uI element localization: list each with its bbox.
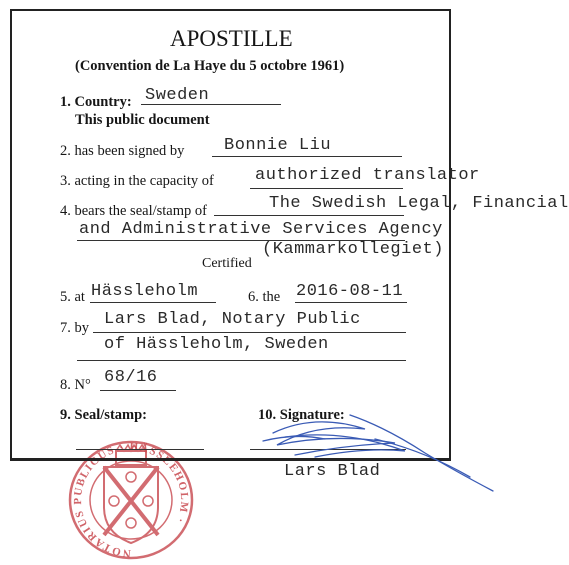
seal-value-line3: (Kammarkollegiet)	[262, 240, 444, 259]
date-label: 6. the	[248, 289, 281, 305]
signed-value: Bonnie Liu	[224, 136, 332, 155]
seal-label: 4. bears the seal/stamp of	[60, 203, 207, 219]
capacity-value: authorized translator	[255, 166, 480, 185]
date-value: 2016-08-11	[296, 282, 404, 301]
certificate-title: APOSTILLE	[170, 26, 293, 51]
at-value: Hässleholm	[91, 282, 199, 301]
capacity-label: 3. acting in the capacity of	[60, 173, 214, 189]
certified-text: Certified	[202, 256, 252, 271]
country-value: Sweden	[145, 86, 210, 105]
by-value-line1: Lars Blad, Notary Public	[104, 310, 361, 329]
public-document-text: This public document	[75, 112, 210, 128]
signature-label: 10. Signature:	[258, 407, 345, 423]
number-value: 68/16	[104, 368, 158, 387]
by-label: 7. by	[60, 320, 89, 336]
seal-value-line2: and Administrative Services Agency	[79, 220, 443, 239]
signer-name: Lars Blad	[284, 462, 381, 481]
seal-ring-text: NOTARIUS PUBLICUS · HÄSSLEHOLM ·	[72, 440, 191, 560]
certificate-subtitle: (Convention de La Haye du 5 octobre 1961)	[75, 58, 345, 74]
number-label: 8. N°	[60, 377, 91, 393]
by-value-line2: of Hässleholm, Sweden	[104, 335, 329, 354]
seal-stamp-label: 9. Seal/stamp:	[60, 407, 147, 423]
at-label: 5. at	[60, 289, 85, 305]
country-label: 1. Country:	[60, 94, 132, 110]
signed-label: 2. has been signed by	[60, 143, 185, 159]
seal-value-line1: The Swedish Legal, Financial	[269, 194, 569, 213]
